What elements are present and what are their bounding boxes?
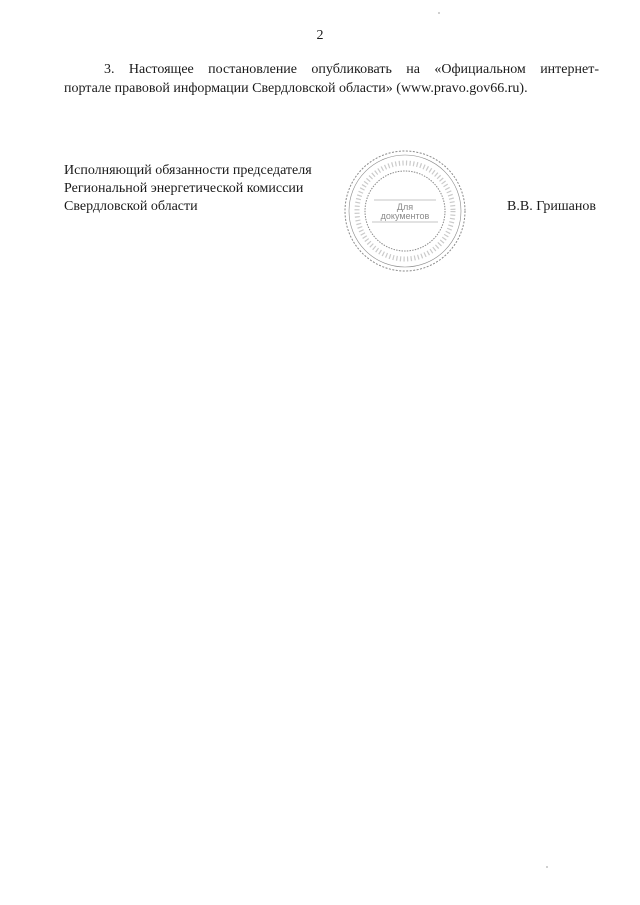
- signatory-position: [64, 162, 312, 216]
- scan-speck: [546, 866, 548, 868]
- paragraph-line-1: 3. Настоящее постановление опубликовать на «Официальном интернет-: [104, 62, 599, 77]
- seal-center-text-1: Для: [396, 202, 414, 212]
- signatory-position-line-3: Свердловской области: [64, 199, 198, 214]
- page-number: 2: [316, 28, 324, 43]
- signatory-position-line-1: Исполняющий обязанности председателя: [64, 163, 312, 178]
- seal-center-text-2: документов: [380, 211, 430, 221]
- publication-paragraph: [64, 60, 599, 98]
- signatory-position-line-2: Региональной энергетической комиссии: [64, 181, 304, 196]
- scan-speck: [438, 12, 440, 14]
- official-seal-icon: [342, 148, 468, 274]
- paragraph-line-2: портале правовой информации Свердловской области» (www.pravo.gov66.ru).: [64, 81, 528, 96]
- signer-name: В.В. Гришанов: [507, 199, 596, 214]
